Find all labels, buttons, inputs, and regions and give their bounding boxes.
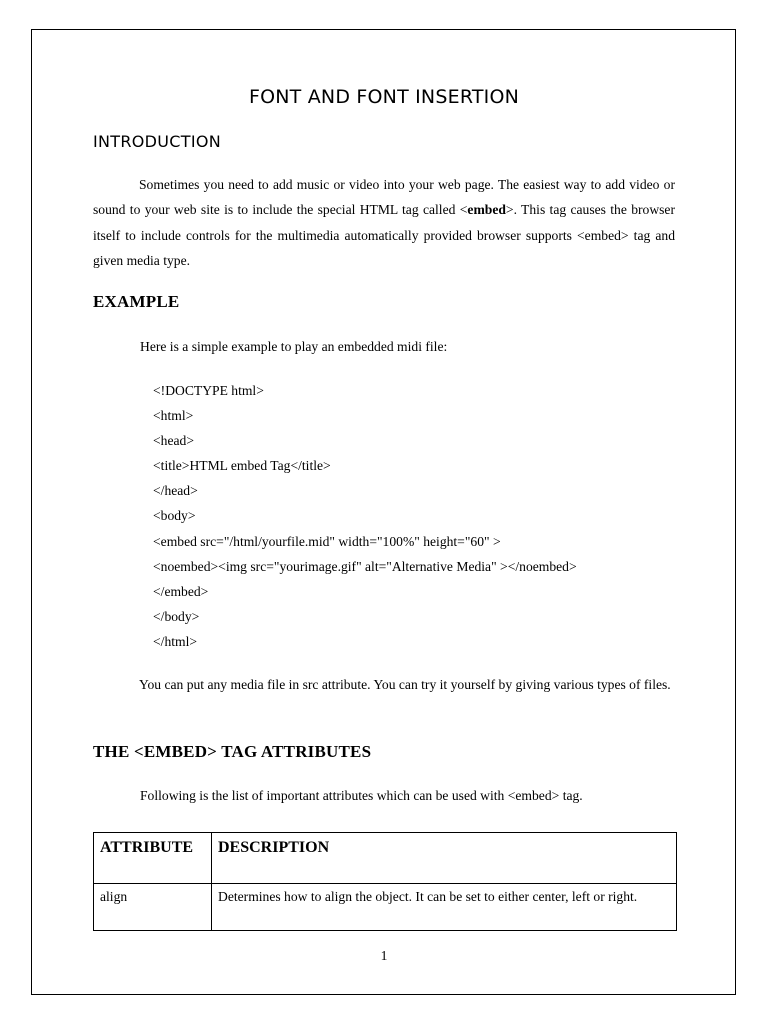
example-intro-text: Here is a simple example to play an embedded midi file: <box>140 339 448 354</box>
attributes-heading: THE <EMBED> TAG ATTRIBUTES <box>93 742 372 761</box>
introduction-text-start: Sometimes you need to add music or video into your web page. The easiest way to add video or sound to your web site is to include the special HTML tag called < <box>93 177 675 218</box>
table-header-attribute: ATTRIBUTE <box>94 833 212 884</box>
embed-tag-name: embed <box>467 202 506 218</box>
table-header-row <box>94 833 677 884</box>
code-example <box>153 378 577 654</box>
introduction-paragraph <box>93 172 675 273</box>
code-line: <embed src="/html/yourfile.mid" width="100%" height="60" > <box>153 533 501 549</box>
code-line: <noembed><img src="yourimage.gif" alt="Alternative Media" ></noembed> <box>153 558 577 574</box>
code-line: </embed> <box>153 583 209 599</box>
table-header-description: DESCRIPTION <box>212 833 677 884</box>
code-line: </head> <box>153 483 198 499</box>
introduction-text-end: >. This tag causes the browser itself to include controls for the multimedia automatically provided browser supports <embed> tag and given media type. <box>93 202 675 268</box>
attributes-intro-text: Following is the list of important attributes which can be used with <embed> tag. <box>140 788 583 803</box>
code-line: <html> <box>153 408 194 424</box>
media-file-paragraph <box>93 672 675 697</box>
code-line: <body> <box>153 508 196 524</box>
introduction-heading: INTRODUCTION <box>93 132 222 151</box>
table-cell-description: Determines how to align the object. It can be set to either center, left or right. <box>212 884 677 931</box>
example-heading: EXAMPLE <box>93 292 180 311</box>
document-title: FONT AND FONT INSERTION <box>248 86 520 108</box>
code-line: </html> <box>153 633 198 649</box>
code-line: <title>HTML embed Tag</title> <box>153 458 331 474</box>
media-file-text: You can put any media file in src attribute. You can try it yourself by giving various types of files. <box>139 677 671 692</box>
page-number: 1 <box>380 948 388 963</box>
code-line: <head> <box>153 433 194 449</box>
code-line: </body> <box>153 608 200 624</box>
table-cell-attribute: align <box>94 884 212 931</box>
table-row <box>94 884 677 931</box>
attributes-table <box>93 832 677 931</box>
code-line: <!DOCTYPE html> <box>153 383 264 398</box>
